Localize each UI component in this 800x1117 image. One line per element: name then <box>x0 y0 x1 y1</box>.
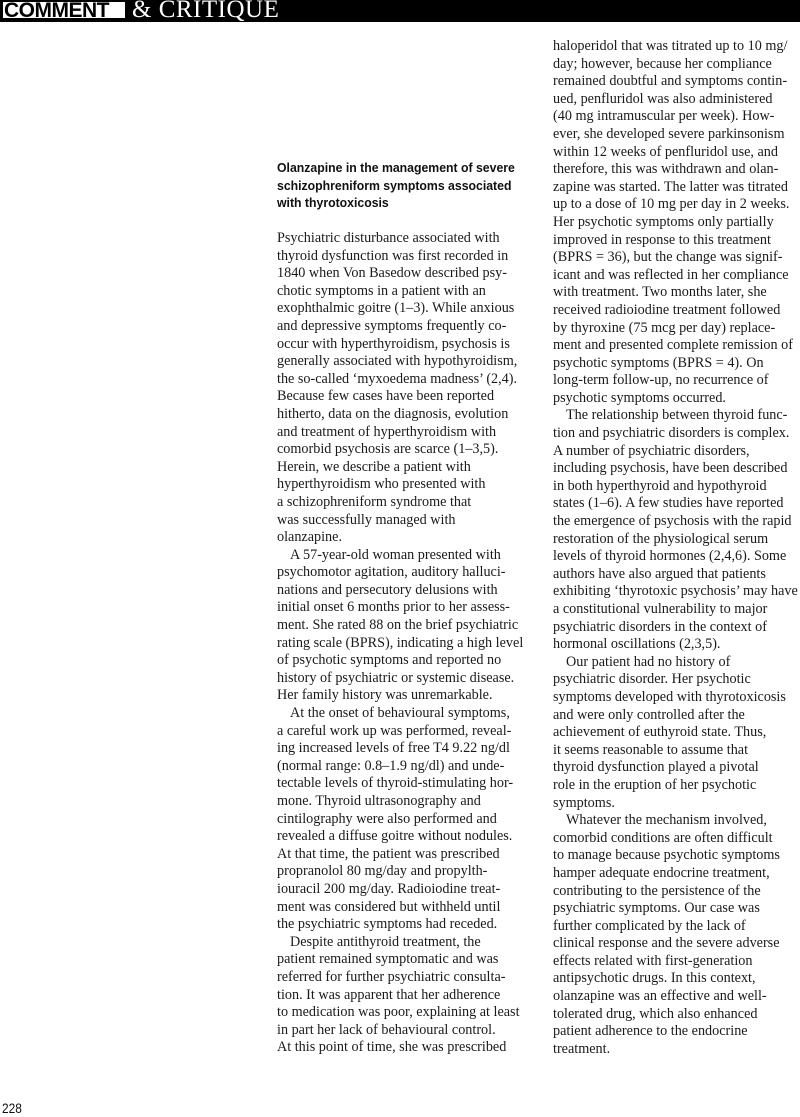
text-line: haloperidol that was titrated up to 10 mg/ <box>553 38 788 54</box>
text-line: mone. Thyroid ultrasonography and <box>277 793 481 809</box>
text-line: and depressive symptoms frequently co- <box>277 317 507 334</box>
text-line: revealed a diffuse goitre without nodules. <box>277 828 513 845</box>
title-line: schizophreniform symptoms associated <box>277 177 512 193</box>
text-line: ment. She rated 88 on the brief psychiatric <box>277 617 519 634</box>
text-line: nations and persecutory delusions with <box>277 581 498 598</box>
text-line: symptoms. <box>553 794 615 811</box>
text-line: a careful work up was performed, reveal- <box>277 722 512 739</box>
body-column-right <box>553 38 798 1058</box>
text-line: psychotic symptoms (BPRS = 4). On <box>553 354 764 371</box>
text-line: ment was considered but withheld until <box>277 898 501 915</box>
body-column-left <box>277 230 523 1057</box>
text-line: generally associated with hypothyroidism, <box>277 353 518 370</box>
text-line: patient adherence to the endocrine <box>553 1023 748 1040</box>
text-line: the emergence of psychosis with the rapid <box>553 513 792 530</box>
text-line: psychiatric symptoms. Our case was <box>553 900 760 917</box>
text-line: occur with hyperthyroidism, psychosis is <box>277 335 510 352</box>
text-line: Despite antithyroid treatment, the <box>290 933 481 950</box>
text-line: history of psychiatric or systemic disease. <box>277 669 515 686</box>
text-line: was successfully managed with <box>277 511 456 528</box>
text-line: chotic symptoms in a patient with an <box>277 282 486 299</box>
text-line: (40 mg intramuscular per week). How- <box>553 108 775 125</box>
text-line: it seems reasonable to assume that <box>553 741 749 758</box>
text-line: hamper adequate endocrine treatment, <box>553 864 770 881</box>
text-line: to medication was poor, explaining at least <box>277 1004 520 1021</box>
text-line: a schizophreniform syndrome that <box>277 493 472 510</box>
text-line: thyroid dysfunction played a pivotal <box>553 759 759 776</box>
text-line: day; however, because her compliance <box>553 55 772 72</box>
text-line: and were only controlled after the <box>553 706 745 723</box>
text-line: improved in response to this treatment <box>553 231 771 248</box>
text-line: received radioiodine treatment followed <box>553 301 781 318</box>
text-line: psychomotor agitation, auditory halluci- <box>277 564 506 581</box>
text-line: tion and psychiatric disorders is complex. <box>553 425 790 442</box>
text-line: At the onset of behavioural symptoms, <box>290 705 510 722</box>
text-line: initial onset 6 months prior to her assess- <box>277 599 510 616</box>
text-line: authors have also argued that patients <box>553 565 766 582</box>
section-header-bar <box>0 0 800 22</box>
text-line: including psychosis, have been described <box>553 460 788 477</box>
text-line: olanzapine. <box>277 529 342 546</box>
text-line: ever, she developed severe parkinsonism <box>553 125 785 142</box>
text-line: tectable levels of thyroid-stimulating hor- <box>277 775 514 792</box>
text-line: states (1–6). A few studies have reported <box>553 495 784 512</box>
text-line: tion. It was apparent that her adherence <box>277 986 501 1003</box>
text-line: ing increased levels of free T4 9.22 ng/dl <box>277 740 510 757</box>
text-line: the psychiatric symptoms had receded. <box>277 916 498 933</box>
text-line: exophthalmic goitre (1–3). While anxious <box>277 300 515 317</box>
text-line: Psychiatric disturbance associated with <box>277 230 500 246</box>
text-line: (BPRS = 36), but the change was signif- <box>553 249 783 266</box>
text-line: up to a dose of 10 mg per day in 2 weeks. <box>553 196 790 213</box>
text-line: clinical response and the severe adverse <box>553 935 780 952</box>
text-line: 1840 when Von Basedow described psy- <box>277 265 507 282</box>
text-line: olanzapine was an effective and well- <box>553 988 767 1005</box>
text-line: comorbid psychosis are scarce (1–3,5). <box>277 441 499 458</box>
text-line: and treatment of hyperthyroidism with <box>277 423 497 440</box>
text-line: levels of thyroid hormones (2,4,6). Some <box>553 548 787 565</box>
text-line: hyperthyroidism who presented with <box>277 476 486 493</box>
title-line: Olanzapine in the management of severe <box>277 160 515 175</box>
text-line: to manage because psychotic symptoms <box>553 847 780 864</box>
text-line: propranolol 80 mg/day and propylth- <box>277 863 488 880</box>
text-line: Because few cases have been reported <box>277 388 495 405</box>
text-line: symptoms developed with thyrotoxicosis <box>553 688 786 705</box>
text-line: long-term follow-up, no recurrence of <box>553 372 769 389</box>
text-line: achievement of euthyroid state. Thus, <box>553 724 767 741</box>
text-line: effects related with first-generation <box>553 952 753 969</box>
text-line: therefore, this was withdrawn and olan- <box>553 161 779 178</box>
text-line: the so-called ‘myxoedema madness’ (2,4). <box>277 370 518 387</box>
text-line: contributing to the persistence of the <box>553 882 761 899</box>
article-title <box>277 158 519 211</box>
text-line: psychiatric disorders in the context of <box>553 618 767 635</box>
text-line: psychiatric disorder. Her psychotic <box>553 671 751 688</box>
text-line: antipsychotic drugs. In this context, <box>553 970 756 987</box>
text-line: role in the eruption of her psychotic <box>553 776 757 793</box>
text-line: in both hyperthyroid and hypothyroid <box>553 477 767 494</box>
text-line: remained doubtful and symptoms contin- <box>553 73 788 90</box>
text-line: icant and was reflected in her compliance <box>553 266 789 283</box>
text-line: ment and presented complete remission of <box>553 337 793 354</box>
text-line: in part her lack of behavioural control. <box>277 1021 496 1038</box>
text-line: zapine was started. The latter was titrated <box>553 178 788 195</box>
text-line: ued, penfluridol was also administered <box>553 90 773 107</box>
text-line: Herein, we describe a patient with <box>277 458 471 475</box>
text-line: At that time, the patient was prescribed <box>277 845 500 862</box>
text-line: hormonal oscillations (2,3,5). <box>553 636 721 653</box>
text-line: iouracil 200 mg/day. Radioiodine treat- <box>277 880 501 897</box>
text-line: At this point of time, she was prescribed <box>277 1039 507 1056</box>
title-line: with thyrotoxicosis <box>277 195 389 211</box>
section-label-critique: & CRITIQUE <box>132 0 280 23</box>
text-line: restoration of the physiological serum <box>553 530 769 547</box>
text-line: treatment. <box>553 1040 611 1057</box>
text-line: a constitutional vulnerability to major <box>553 601 768 617</box>
text-line: A number of psychiatric disorders, <box>553 442 750 459</box>
text-line: referred for further psychiatric consulta- <box>277 968 506 985</box>
text-line: within 12 weeks of penfluridol use, and <box>553 143 778 160</box>
text-line: Her psychotic symptoms only partially <box>553 213 774 230</box>
text-line: exhibiting ‘thyrotoxic psychosis’ may have <box>553 583 798 600</box>
text-line: The relationship between thyroid func- <box>566 407 788 424</box>
text-line: cintilography were also performed and <box>277 810 497 827</box>
text-line: Her family history was unremarkable. <box>277 687 493 704</box>
section-label-comment: COMMENT <box>2 1 126 19</box>
text-line: with treatment. Two months later, she <box>553 284 767 301</box>
text-line: further complicated by the lack of <box>553 917 746 934</box>
text-line: thyroid dysfunction was first recorded in <box>277 247 509 264</box>
text-line: A 57-year-old woman presented with <box>290 546 501 563</box>
text-line: comorbid conditions are often difficult <box>553 829 773 846</box>
text-line: psychotic symptoms occurred. <box>553 389 726 406</box>
page-number: 228 <box>2 1100 22 1116</box>
text-line: hitherto, data on the diagnosis, evolution <box>277 405 509 422</box>
text-line: Whatever the mechanism involved, <box>566 812 767 829</box>
text-line: Our patient had no history of <box>566 653 731 670</box>
text-line: of psychotic symptoms and reported no <box>277 652 502 669</box>
text-line: tolerated drug, which also enhanced <box>553 1005 758 1022</box>
text-line: (normal range: 0.8–1.9 ng/dl) and unde- <box>277 757 505 774</box>
text-line: patient remained symptomatic and was <box>277 951 499 968</box>
text-line: by thyroxine (75 mcg per day) replace- <box>553 319 776 336</box>
text-line: rating scale (BPRS), indicating a high level <box>277 634 524 651</box>
